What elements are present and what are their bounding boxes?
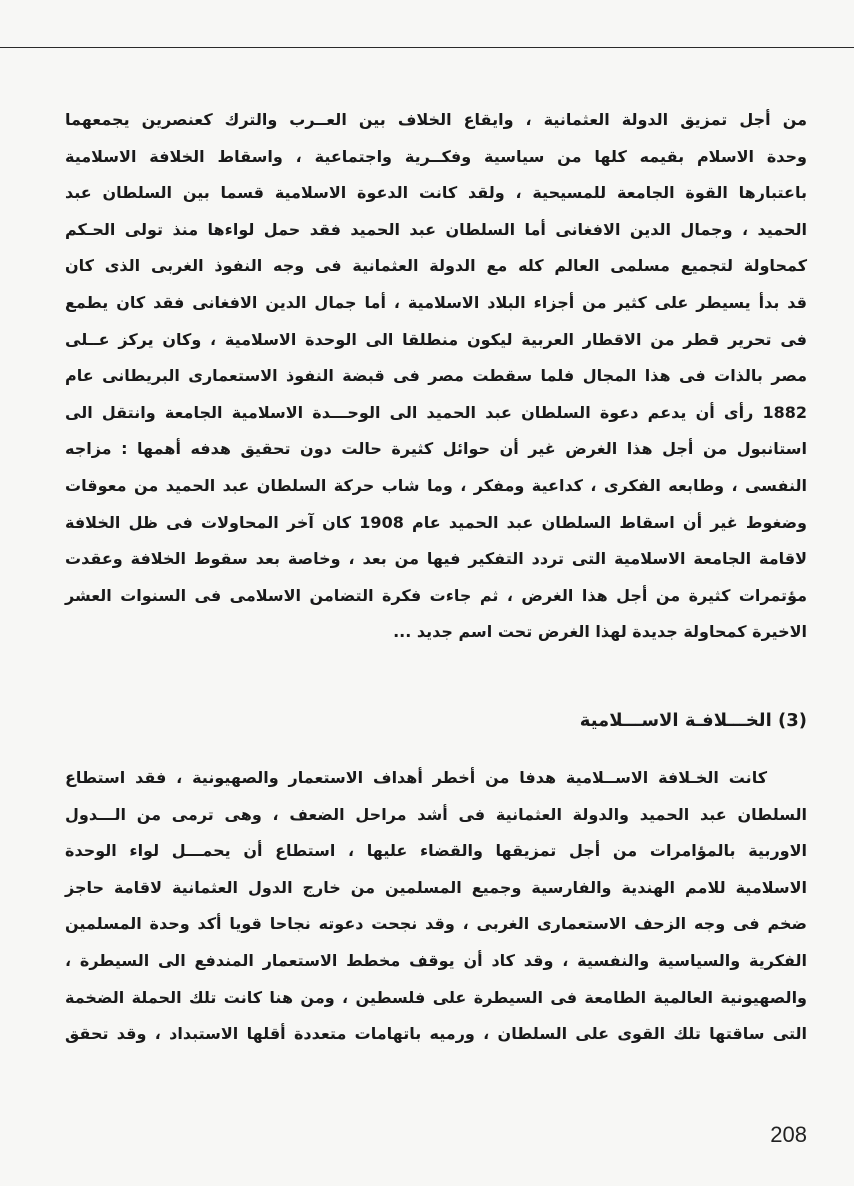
text-line: الاسلامية للامم الهندية والفارسية وجميع المسلمين من خارج الدول العثمانية لاقامة حاجز <box>65 877 807 897</box>
text-line: التى ساقتها تلك القوى على السلطان ، ورميه باتهامات متعددة أقلها الاستبداد ، وقد تحقق <box>65 1024 807 1044</box>
text-line: الاوربية بالمؤامرات من أجل تمزيقها والقضاء عليها ، استطاع أن يحمـــل لواء الوحدة <box>65 841 807 861</box>
text-line: 1882 رأى أن يدعم دعوة السلطان عبد الحميد الى الوحـــدة الاسلامية الجامعة وانتقل الى <box>65 402 807 422</box>
paragraph-1 <box>65 102 807 651</box>
text-line: لاقامة الجامعة الاسلامية التى تردد التفكير فيها من بعد ، وخاصة بعد سقوط الخلافة وعقدت <box>65 549 807 569</box>
text-line: قد بدأ يسيطر على كثير من أجزاء البلاد الاسلامية ، أما جمال الدين الافغانى فقد كان يطمع <box>65 292 807 312</box>
text-line: كمحاولة لتجميع مسلمى العالم كله مع الدولة العثمانية فى وجه النفوذ الغربى الذى كان <box>65 256 807 276</box>
paragraph-2 <box>65 760 807 1053</box>
text-line: وضغوط غير أن اسقاط السلطان عبد الحميد عام 1908 كان آخر المحاولات فى ظل الخلافة <box>65 512 807 532</box>
text-line: والصهيونية العالمية الطامعة فى السيطرة على فلسطين ، ومن هنا كانت تلك الحملة الضخمة <box>65 987 807 1007</box>
text-line: النفسى ، وطابعه الفكرى ، كداعية ومفكر ، وما شاب حركة السلطان عبد الحميد من معوقات <box>65 475 807 495</box>
text-line: مؤتمرات كثيرة من أجل هذا الغرض ، ثم جاءت فكرة التضامن الاسلامى فى السنوات العشر <box>65 585 807 605</box>
text-line: الفكرية والسياسية والنفسية ، وقد كاد أن يوقف مخطط الاستعمار المندفع الى السيطرة ، <box>65 950 807 970</box>
text-line: من أجل تمزيق الدولة العثمانية ، وايقاع الخلاف بين العــرب والترك كعنصرين يجمعهما <box>65 110 807 129</box>
text-line: السلطان عبد الحميد والدولة العثمانية فى أشد مراحل الضعف ، وهى ترمى من الـــدول <box>65 804 807 824</box>
text-line: الحميد ، وجمال الدين الافغانى أما السلطان عبد الحميد فقد حمل لواءها منذ تولى الحـكم <box>65 219 807 239</box>
text-line: مصر بالذات فى هذا المجال فلما سقطت مصر فى قبضة النفوذ الاستعمارى البريطانى عام <box>65 366 807 386</box>
text-line: ضخم فى وجه الزحف الاستعمارى الغربى ، وقد نجحت دعوته نجاحا قويا أكد وحدة المسلمين <box>65 914 807 934</box>
text-line: باعتبارها القوة الجامعة للمسيحية ، ولقد كانت الدعوة الاسلامية قسما بين السلطان عبد <box>65 183 807 203</box>
section-heading: (3) الخـــلافـة الاســـلامية <box>579 710 807 731</box>
top-rule <box>0 47 854 48</box>
text-line: فى تحرير قطر من الاقطار العربية ليكون منطلقا الى الوحدة الاسلامية ، وكان يركز عــلى <box>65 329 807 349</box>
page-number: 208 <box>770 1122 807 1147</box>
text-line: كانت الخـلافة الاســلامية هدفا من أخطر أهداف الاستعمار والصهيونية ، فقد استطاع <box>65 768 767 787</box>
text-line: الاخيرة كمحاولة جديدة لهذا الغرض تحت اسم جديد ... <box>393 622 807 642</box>
text-line: استانبول من أجل هذا الغرض غير أن حوائل كثيرة حالت دون تحقيق هدفه أهمها : مزاجه <box>65 439 807 459</box>
text-line: وحدة الاسلام بقيمه كلها من سياسية وفكــرية واجتماعية ، واسقاط الخلافة الاسلامية <box>65 146 807 166</box>
